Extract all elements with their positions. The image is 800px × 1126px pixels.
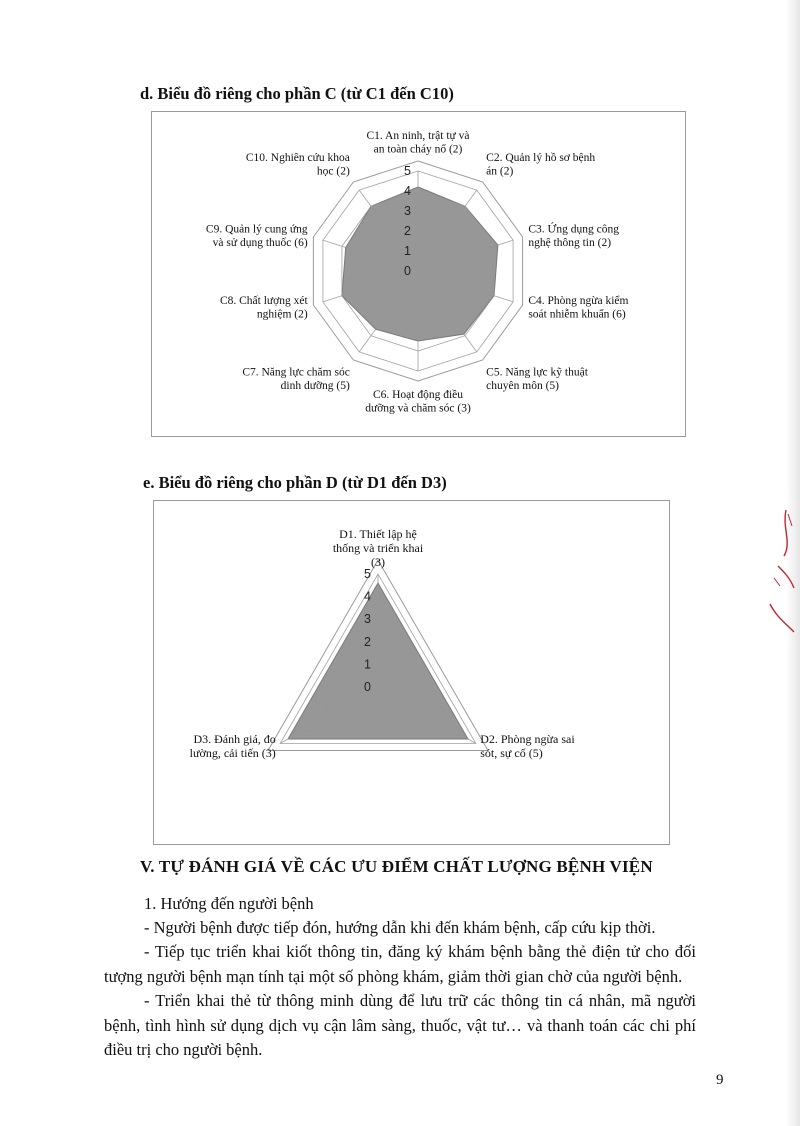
radar-category-label-4: C4. Phòng ngừa kiểm soát nhiễm khuẩn (6) xyxy=(528,295,629,321)
section-title: V. TỰ ĐÁNH GIÁ VỀ CÁC ƯU ĐIỂM CHẤT LƯỢNG BỆNH VIỆN xyxy=(140,857,653,876)
radar-category-label-1: C1. An ninh, trật tự và an toàn cháy nổ (2) xyxy=(366,129,470,156)
radar-category-label-2: C2. Quản lý hồ sơ bệnh án (2) xyxy=(486,151,596,178)
radar-tick-label-1: 1 xyxy=(364,657,371,672)
radar-tick-label-0: 0 xyxy=(364,680,371,694)
radar-chart-d-svg xyxy=(154,501,669,844)
radar-category-label-10: C10. Nghiên cứu khoa học (2) xyxy=(245,151,350,178)
radar-chart-part-c xyxy=(151,111,686,437)
radar-category-label-8: C8. Chất lượng xét nghiệm (2) xyxy=(219,295,308,321)
radar-tick-label-3: 3 xyxy=(404,204,411,218)
radar-data-area xyxy=(342,187,498,341)
radar-tick-label-2: 2 xyxy=(364,634,371,649)
radar-tick-label-2: 2 xyxy=(404,224,411,238)
radar-category-label-3: D3. Đánh giá, đo lường, cải tiến (3) xyxy=(189,732,276,761)
paragraph-2: - Người bệnh được tiếp đón, hướng dẫn khi đến khám bệnh, cấp cứu kịp thời. xyxy=(144,918,656,937)
radar-category-label-2: D2. Phòng ngừa sai sót, sự cố (5) xyxy=(480,732,575,761)
paragraph-1: 1. Hướng đến người bệnh xyxy=(144,894,314,913)
radar-chart-part-d xyxy=(153,500,670,845)
radar-tick-label-5: 5 xyxy=(364,567,371,581)
radar-category-label-6: C6. Hoạt động điều dưỡng và chăm sóc (3) xyxy=(365,388,471,415)
radar-category-label-3: C3. Ứng dụng công nghệ thông tin (2) xyxy=(528,223,620,249)
heading-part-c: d. Biểu đồ riêng cho phần C (từ C1 đến C10) xyxy=(140,84,454,103)
radar-tick-label-4: 4 xyxy=(404,184,411,198)
radar-tick-label-0: 0 xyxy=(404,264,411,278)
radar-category-label-1: D1. Thiết lập hệ thống và triển khai (3) xyxy=(332,527,424,570)
radar-tick-label-5: 5 xyxy=(404,164,411,178)
red-ink-mark xyxy=(764,508,798,638)
paragraph-4: - Triển khai thẻ từ thông minh dùng để lưu trữ các thông tin cá nhân, mã người bệnh, tình hình sử dụng dịch vụ cận lâm sàng, thuốc, vật tư… và thanh toán các chi phí điều trị cho người bệnh. xyxy=(104,991,696,1059)
paragraph-3: - Tiếp tục triển khai kiốt thông tin, đăng ký khám bệnh bằng thẻ điện tử cho đối tượng người bệnh mạn tính tại một số phòng khám, giảm thời gian chờ của người bệnh. xyxy=(104,942,696,986)
heading-part-d: e. Biểu đồ riêng cho phần D (từ D1 đến D3) xyxy=(143,473,447,492)
radar-tick-label-3: 3 xyxy=(364,612,371,627)
page-number: 9 xyxy=(716,1072,724,1088)
radar-category-label-9: C9. Quản lý cung ứng và sử dụng thuốc (6) xyxy=(205,223,308,249)
radar-category-label-7: C7. Năng lực chăm sóc dinh dưỡng (5) xyxy=(242,366,350,393)
radar-chart-c-svg xyxy=(152,112,685,436)
radar-category-label-5: C5. Năng lực kỹ thuật chuyên môn (5) xyxy=(486,366,588,393)
radar-tick-label-4: 4 xyxy=(364,589,371,604)
radar-tick-label-1: 1 xyxy=(404,244,411,258)
